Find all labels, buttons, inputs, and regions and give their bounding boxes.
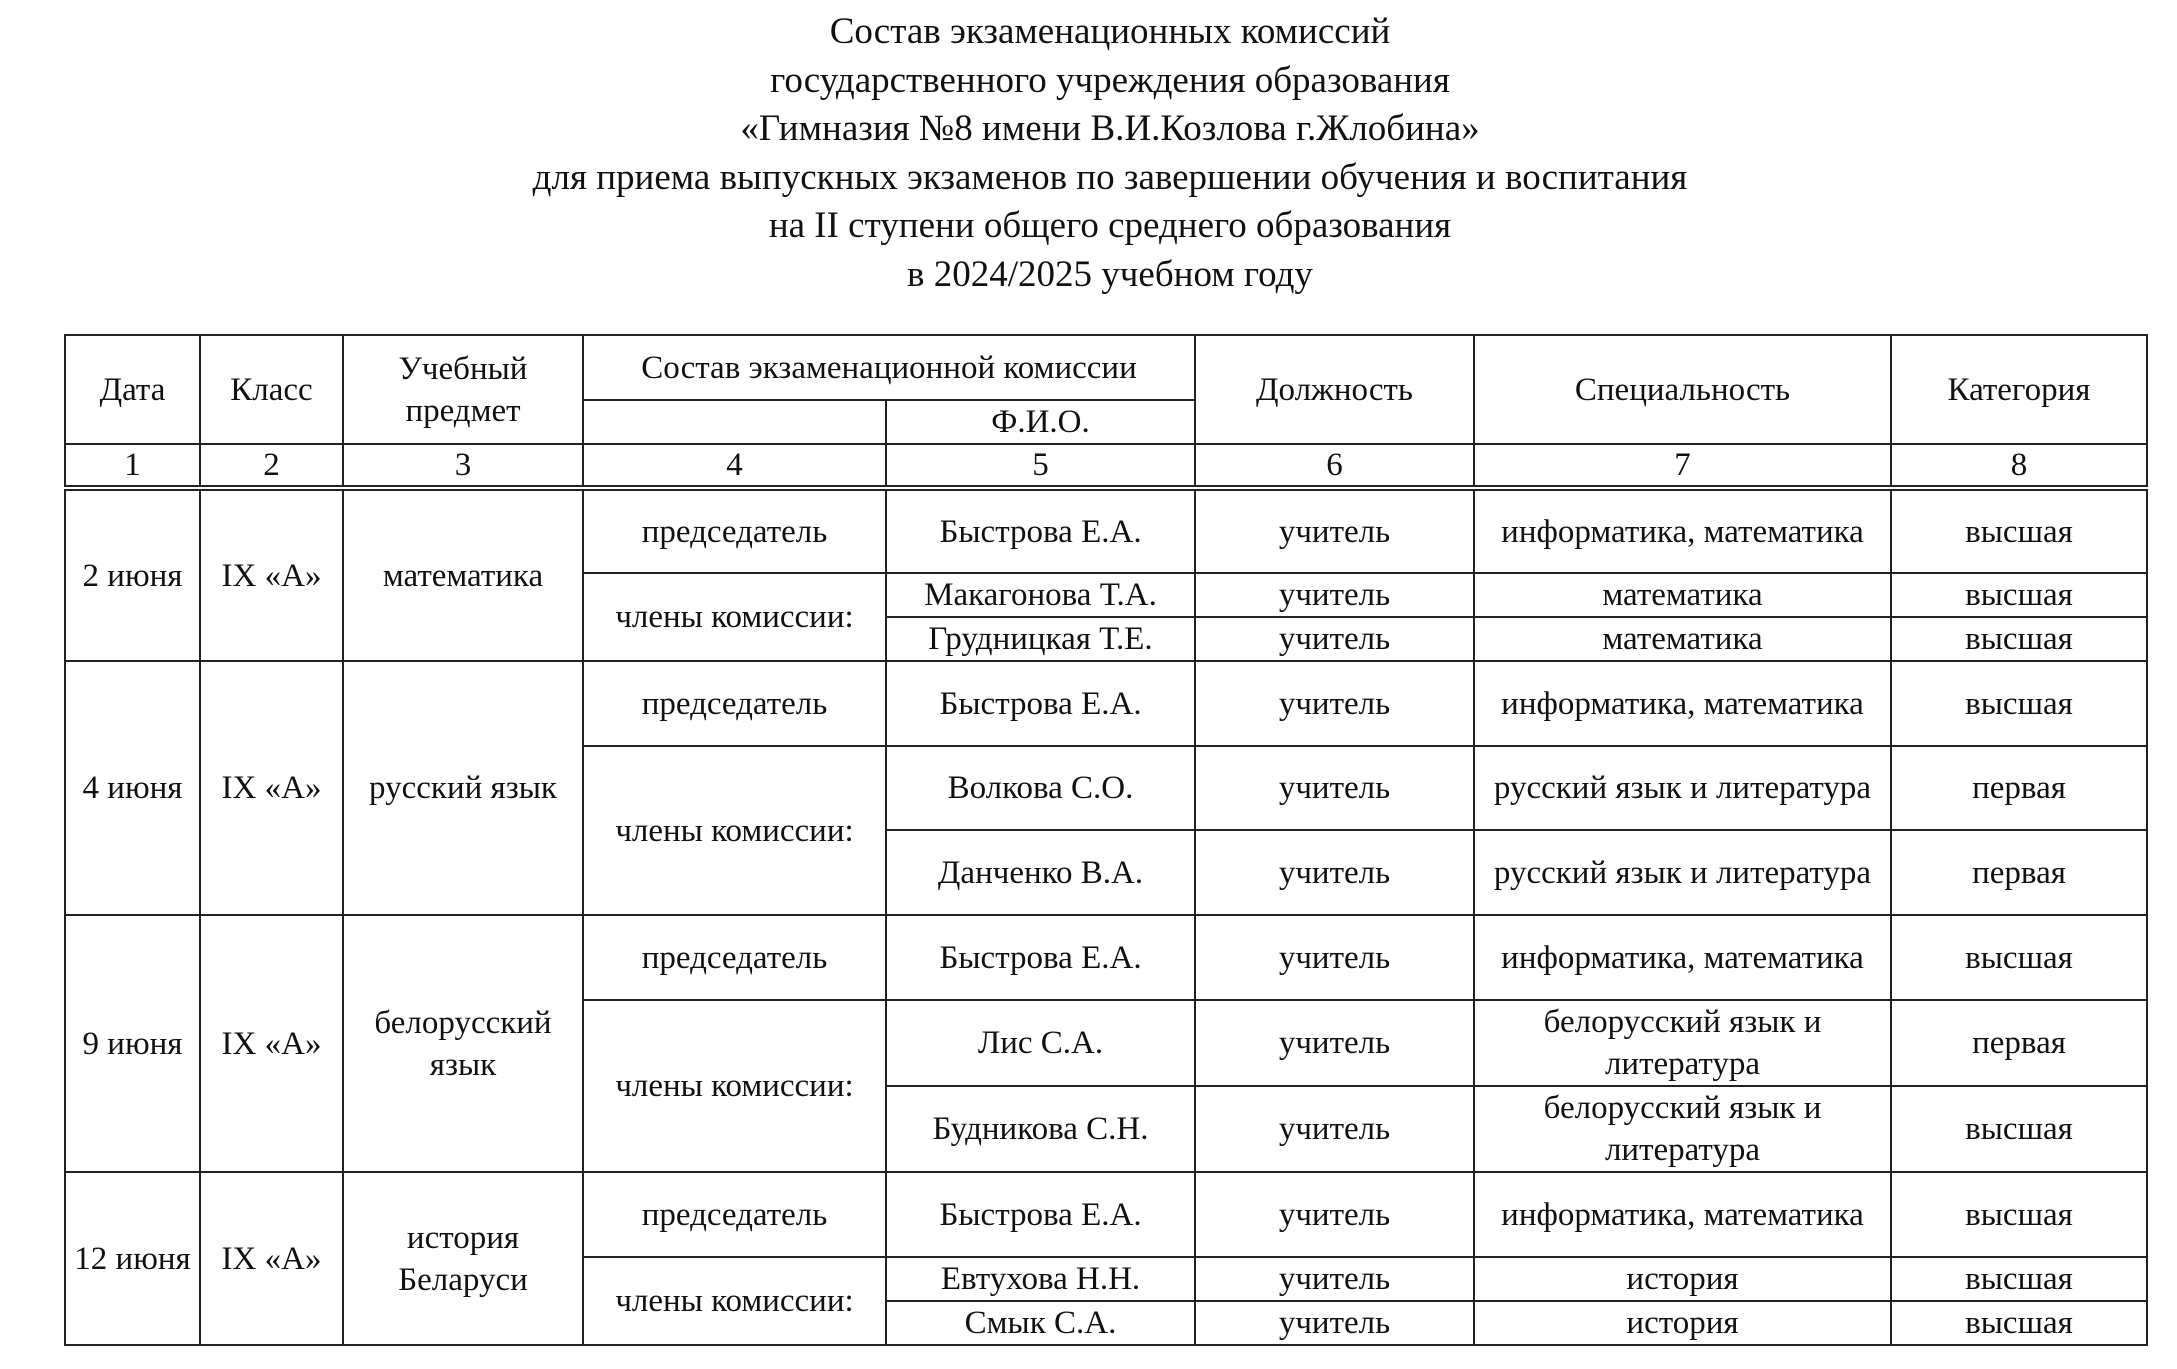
title-line: на II ступени общего среднего образования — [768, 205, 1452, 246]
title-line: Состав экзаменационных комиссий — [829, 11, 1391, 52]
member-specialty: информатика, математика — [1474, 661, 1891, 746]
document-title — [0, 8, 2177, 299]
member-position: учитель — [1195, 830, 1474, 915]
member-position: учитель — [1195, 1257, 1474, 1301]
role-members: члены комиссии: — [583, 573, 886, 661]
member-fio: Волкова С.О. — [886, 746, 1195, 830]
member-fio: Макагонова Т.А. — [886, 573, 1195, 617]
header-fio: Ф.И.О. — [886, 400, 1195, 444]
header-class: Класс — [200, 335, 343, 444]
column-number: 4 — [583, 444, 886, 488]
commission-table — [64, 334, 2148, 1346]
exam-class: IX «А» — [200, 1172, 343, 1345]
member-specialty: информатика, математика — [1474, 915, 1891, 1000]
header-date: Дата — [65, 335, 200, 444]
header-row — [65, 335, 2147, 400]
exam-subject: русский язык — [343, 661, 583, 915]
member-category: высшая — [1891, 1257, 2147, 1301]
member-fio: Быстрова Е.А. — [886, 661, 1195, 746]
member-position: учитель — [1195, 1000, 1474, 1086]
table-row — [65, 488, 2147, 573]
exam-class: IX «А» — [200, 915, 343, 1172]
member-position: учитель — [1195, 1172, 1474, 1257]
member-category: высшая — [1891, 1172, 2147, 1257]
header-specialty: Специальность — [1474, 335, 1891, 444]
exam-date: 9 июня — [65, 915, 200, 1172]
member-fio: Смык С.А. — [886, 1301, 1195, 1345]
exam-subject: белорусский язык — [343, 915, 583, 1172]
member-position: учитель — [1195, 746, 1474, 830]
table-row — [65, 661, 2147, 746]
column-number: 1 — [65, 444, 200, 488]
member-specialty: русский язык и литература — [1474, 746, 1891, 830]
member-specialty: математика — [1474, 573, 1891, 617]
member-category: высшая — [1891, 617, 2147, 661]
exam-class: IX «А» — [200, 488, 343, 661]
role-chair: председатель — [583, 1172, 886, 1257]
member-category: высшая — [1891, 573, 2147, 617]
member-specialty: белорусский язык и литература — [1474, 1086, 1891, 1172]
member-position: учитель — [1195, 617, 1474, 661]
member-specialty: информатика, математика — [1474, 488, 1891, 573]
member-category: первая — [1891, 1000, 2147, 1086]
member-category: высшая — [1891, 1086, 2147, 1172]
column-number: 7 — [1474, 444, 1891, 488]
role-chair: председатель — [583, 488, 886, 573]
exam-subject: история Беларуси — [343, 1172, 583, 1345]
member-specialty: история — [1474, 1257, 1891, 1301]
member-position: учитель — [1195, 915, 1474, 1000]
member-specialty: белорусский язык и литература — [1474, 1000, 1891, 1086]
role-members: члены комиссии: — [583, 746, 886, 915]
member-fio: Лис С.А. — [886, 1000, 1195, 1086]
member-fio: Быстрова Е.А. — [886, 488, 1195, 573]
title-line: в 2024/2025 учебном году — [907, 253, 1313, 295]
column-number-row — [65, 444, 2147, 488]
table-row — [65, 915, 2147, 1000]
exam-subject: математика — [343, 488, 583, 661]
member-fio: Быстрова Е.А. — [886, 1172, 1195, 1257]
member-fio: Грудницкая Т.Е. — [886, 617, 1195, 661]
member-position: учитель — [1195, 573, 1474, 617]
header-category: Категория — [1891, 335, 2147, 444]
role-members: члены комиссии: — [583, 1257, 886, 1345]
member-category: высшая — [1891, 915, 2147, 1000]
member-fio: Евтухова Н.Н. — [886, 1257, 1195, 1301]
title-line: «Гимназия №8 имени В.И.Козлова г.Жлобина» — [740, 108, 1480, 149]
exam-class: IX «А» — [200, 661, 343, 915]
role-chair: председатель — [583, 915, 886, 1000]
member-specialty: информатика, математика — [1474, 1172, 1891, 1257]
column-number: 6 — [1195, 444, 1474, 488]
role-members: члены комиссии: — [583, 1000, 886, 1172]
title-line: государственного учреждения образования — [770, 59, 1450, 101]
member-fio: Будникова С.Н. — [886, 1086, 1195, 1172]
column-number: 8 — [1891, 444, 2147, 488]
member-position: учитель — [1195, 488, 1474, 573]
member-fio: Быстрова Е.А. — [886, 915, 1195, 1000]
member-specialty: русский язык и литература — [1474, 830, 1891, 915]
title-line: для приема выпускных экзаменов по завершении обучения и воспитания — [532, 156, 1688, 198]
column-number: 2 — [200, 444, 343, 488]
role-chair: председатель — [583, 661, 886, 746]
exam-date: 4 июня — [65, 661, 200, 915]
member-fio: Данченко В.А. — [886, 830, 1195, 915]
header-subject: Учебный предмет — [343, 335, 583, 444]
member-category: первая — [1891, 830, 2147, 915]
member-category: высшая — [1891, 488, 2147, 573]
member-category: первая — [1891, 746, 2147, 830]
member-position: учитель — [1195, 1086, 1474, 1172]
member-category: высшая — [1891, 661, 2147, 746]
member-specialty: математика — [1474, 617, 1891, 661]
header-position: Должность — [1195, 335, 1474, 444]
member-position: учитель — [1195, 1301, 1474, 1345]
table-row — [65, 1172, 2147, 1257]
header-commission: Состав экзаменационной комиссии — [583, 335, 1195, 400]
header-commission-blank — [583, 400, 886, 444]
member-position: учитель — [1195, 661, 1474, 746]
member-category: высшая — [1891, 1301, 2147, 1345]
column-number: 3 — [343, 444, 583, 488]
exam-date: 12 июня — [65, 1172, 200, 1345]
exam-date: 2 июня — [65, 488, 200, 661]
member-specialty: история — [1474, 1301, 1891, 1345]
column-number: 5 — [886, 444, 1195, 488]
